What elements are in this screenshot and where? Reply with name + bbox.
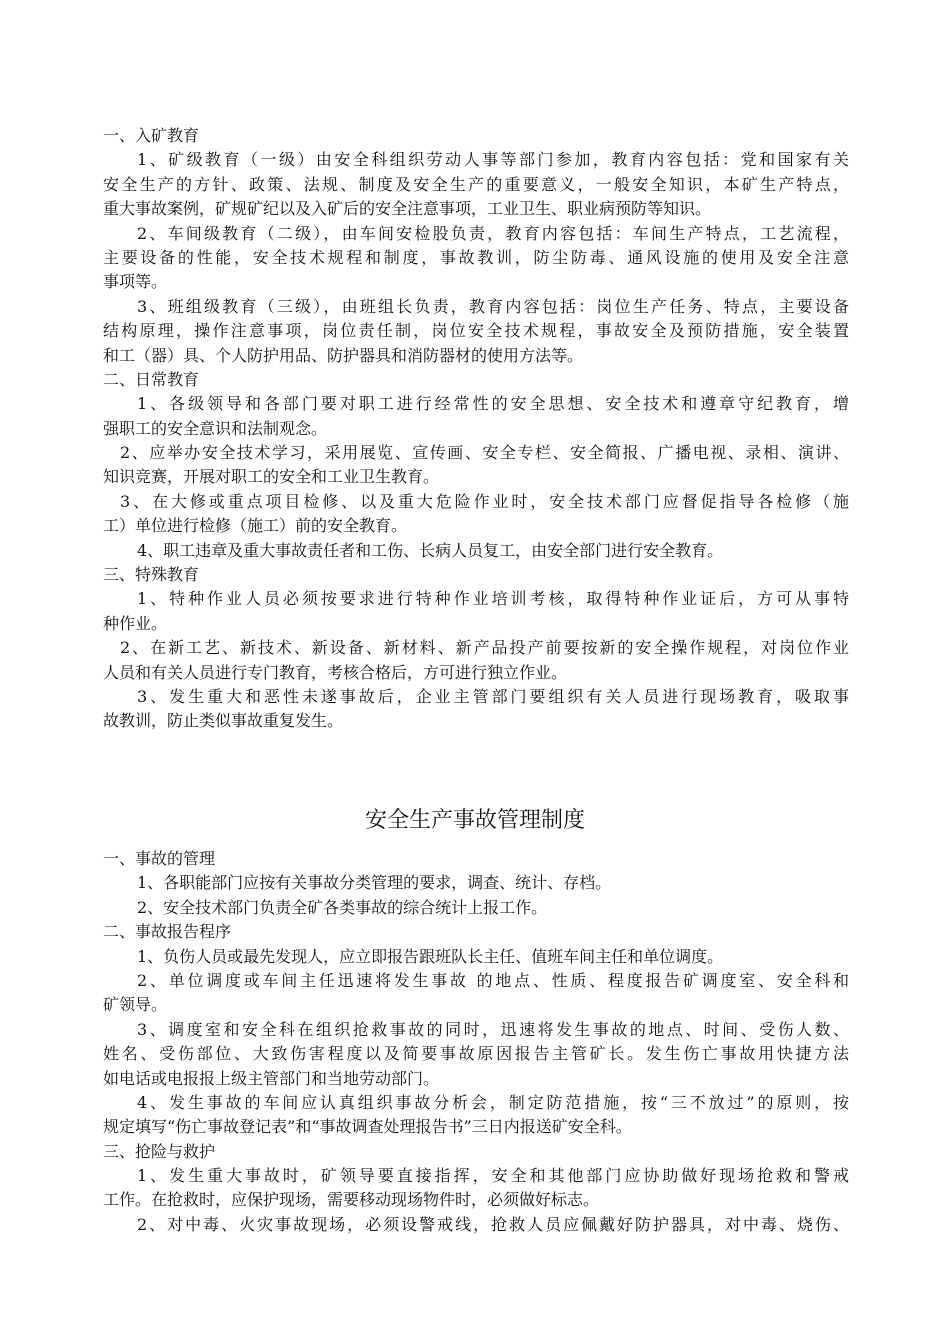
text-line: 2、车间级教育（二级），由车间安检股负责，教育内容包括：车间生产特点，工艺流程， xyxy=(137,223,849,243)
text-line: 4、职工违章及重大事故责任者和工伤、长病人员复工，由安全部门进行安全教育。 xyxy=(137,540,724,560)
text-line: 4、发生事故的车间应认真组织事故分析会，制定防范措施，按“三不放过”的原则，按 xyxy=(137,1092,849,1112)
text-line: 人员和有关人员进行专门教育，考核合格后，方可进行独立作业。 xyxy=(103,662,568,682)
text-line: 姓名、受伤部位、大致伤害程度以及简要事故原因报告主管矿长。发生伤亡事故用快捷方法 xyxy=(103,1044,849,1064)
text-line: 结构原理，操作注意事项，岗位责任制，岗位安全技术规程，事故安全及预防措施，安全装置 xyxy=(103,321,849,341)
text-line: 故教训，防止类似事故重复发生。 xyxy=(103,711,344,731)
text-line: 1、特种作业人员必须按要求进行特种作业培训考核，取得特种作业证后，方可从事特 xyxy=(137,589,849,609)
text-line: 三、抢险与救护 xyxy=(103,1141,216,1161)
text-line: 规定填写“伤亡事故登记表”和“事故调查处理报告书”三日内报送矿安全科。 xyxy=(103,1117,632,1137)
text-line: 3、班组级教育（三级），由班组长负责，教育内容包括：岗位生产任务、特点，主要设备 xyxy=(137,296,849,316)
text-line: 1、各级领导和各部门要对职工进行经常性的安全思想、安全技术和遵章守纪教育，增 xyxy=(137,394,849,414)
text-line: 一、事故的管理 xyxy=(103,849,216,868)
text-line: 3、发生重大和恶性未遂事故后，企业主管部门要组织有关人员进行现场教育，吸取事 xyxy=(137,686,849,706)
text-line: 1、矿级教育（一级）由安全科组织劳动人事等部门参加，教育内容包括：党和国家有关 xyxy=(137,150,849,170)
text-line: 知识竞赛，开展对职工的安全和工业卫生教育。 xyxy=(103,467,440,487)
text-line: 一、入矿教育 xyxy=(103,126,200,145)
text-line: 2、对中毒、火灾事故现场，必须设警戒线，抢救人员应佩戴好防护器具，对中毒、烧伤、 xyxy=(137,1214,849,1234)
text-line: 强职工的安全意识和法制观念。 xyxy=(103,418,328,438)
text-line: 事项等。 xyxy=(103,272,168,292)
page-title: 安全生产事故管理制度 xyxy=(364,808,585,833)
text-line: 1、负伤人员或最先发现人，应立即报告跟班队长主任、值班车间主任和单位调度。 xyxy=(137,946,724,966)
text-line: 如电话或电报报上级主管部门和当地劳动部门。 xyxy=(103,1068,440,1088)
text-line: 1、发生重大事故时，矿领导要直接指挥，安全和其他部门应协助做好现场抢救和警戒 xyxy=(137,1166,849,1186)
text-line: 二、事故报告程序 xyxy=(103,922,232,942)
text-line: 二、日常教育 xyxy=(103,369,200,389)
accident-management-section xyxy=(103,847,849,1237)
text-line: 3、在大修或重点项目检修、以及重大危险作业时，安全技术部门应督促指导各检修（施 xyxy=(120,491,849,511)
text-line: 工）单位进行检修（施工）前的安全教育。 xyxy=(103,516,408,536)
text-line: 2、在新工艺、新技术、新设备、新材料、新产品投产前要按新的安全操作规程，对岗位作业 xyxy=(120,638,849,658)
text-line: 1、各职能部门应按有关事故分类管理的要求，调查、统计、存档。 xyxy=(137,873,612,893)
text-line: 工作。在抢救时，应保护现场，需要移动现场物件时，必须做好标志。 xyxy=(103,1190,600,1210)
text-line: 重大事故案例，矿规矿纪以及入矿后的安全注意事项，工业卫生、职业病预防等知识。 xyxy=(103,199,712,219)
text-line: 矿领导。 xyxy=(103,995,168,1015)
text-line: 3、调度室和安全科在组织抢救事故的同时，迅速将发生事故的地点、时间、受伤人数、 xyxy=(137,1019,849,1039)
text-line: 2、安全技术部门负责全矿各类事故的综合统计上报工作。 xyxy=(137,897,548,917)
safety-education-section xyxy=(103,124,849,734)
text-line: 2、单位调度或车间主任迅速将发生事故 的地点、性质、程度报告矿调度室、安全科和 xyxy=(137,970,849,990)
text-line: 2、应举办安全技术学习，采用展览、宣传画、安全专栏、安全简报、广播电视、录相、演讲、 xyxy=(120,443,849,463)
text-line: 和工（器）具、个人防护用品、防护器具和消防器材的使用方法等。 xyxy=(103,345,584,365)
text-line: 种作业。 xyxy=(103,613,168,633)
text-line: 主要设备的性能，安全技术规程和制度，事故教训，防尘防毒、通风设施的使用及安全注意 xyxy=(103,247,849,267)
text-line: 三、特殊教育 xyxy=(103,565,200,585)
text-line: 安全生产的方针、政策、法规、制度及安全生产的重要意义，一般安全知识，本矿生产特点， xyxy=(103,174,849,194)
